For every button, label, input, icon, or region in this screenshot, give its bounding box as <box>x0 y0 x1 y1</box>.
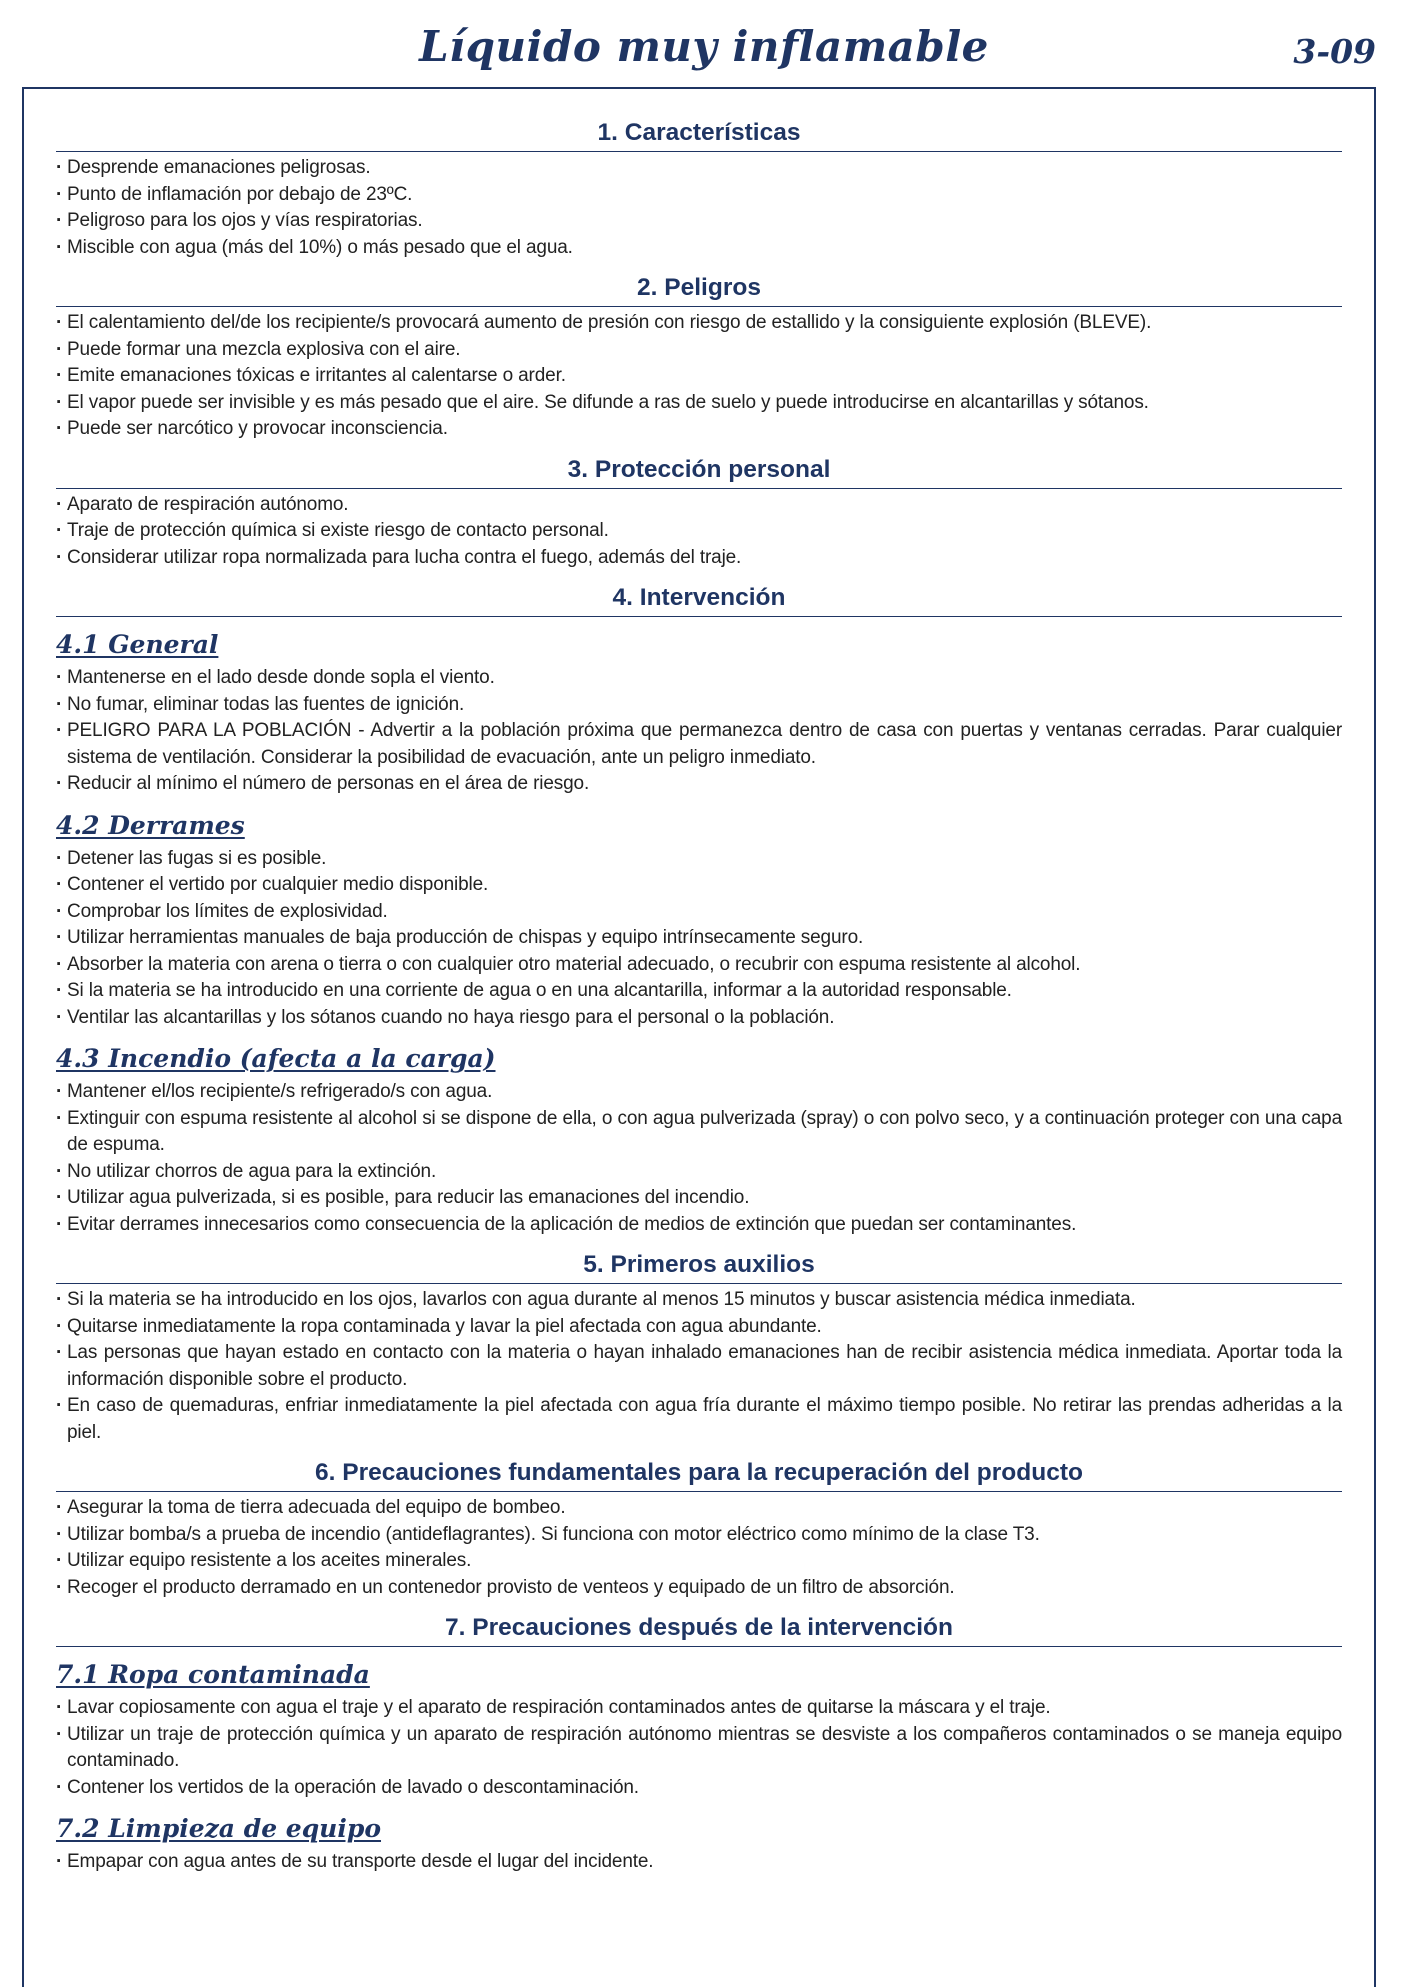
subsection-heading-incendio: 4.3 Incendio (afecta a la carga) <box>56 1044 496 1073</box>
document-title: Líquido muy inflamable <box>419 22 989 71</box>
section-heading: 7. Precauciones después de la intervención <box>56 1613 1342 1647</box>
list-item: · Miscible con agua (más del 10%) o más pesado que el agua. <box>56 235 1342 262</box>
item-list <box>56 846 1342 1032</box>
item-list <box>56 155 1342 261</box>
list-item: · Reducir al mínimo el número de personas en el área de riesgo. <box>56 771 1342 798</box>
list-item: · Las personas que hayan estado en contacto con la materia o hayan inhalado emanaciones han de recibir asistencia médica inmediata. Aportar toda la información disponible sobre el producto. <box>56 1340 1342 1393</box>
list-item: · Traje de protección química si existe riesgo de contacto personal. <box>56 518 1342 545</box>
list-item: · Mantener el/los recipiente/s refrigerado/s con agua. <box>56 1079 1342 1106</box>
list-item: · Evitar derrames innecesarios como consecuencia de la aplicación de medios de extinción que puedan ser contaminantes. <box>56 1212 1342 1239</box>
section-proteccion-personal <box>56 455 1342 572</box>
list-item: · El calentamiento del/de los recipiente/s provocará aumento de presión con riesgo de estallido y la consiguiente explosión (BLEVE). <box>56 310 1342 337</box>
subsection-heading-derrames: 4.2 Derrames <box>56 810 245 840</box>
document-body <box>56 118 1342 1888</box>
list-item: · Puede ser narcótico y provocar inconsciencia. <box>56 416 1342 443</box>
section-heading: 4. Intervención <box>56 583 1342 617</box>
list-item: · Comprobar los límites de explosividad. <box>56 899 1342 926</box>
list-item: · Punto de inflamación por debajo de 23ºC. <box>56 182 1342 209</box>
list-item: · Contener el vertido por cualquier medio disponible. <box>56 872 1342 899</box>
section-heading: 5. Primeros auxilios <box>56 1250 1342 1284</box>
item-list <box>56 492 1342 572</box>
list-item: · Absorber la materia con arena o tierra o con cualquier otro material adecuado, o recubrir con espuma resistente al alcohol. <box>56 952 1342 979</box>
section-heading: 3. Protección personal <box>56 455 1342 489</box>
page-header <box>0 0 1408 84</box>
list-item: · Lavar copiosamente con agua el traje y el aparato de respiración contaminados antes de quitarse la máscara y el traje. <box>56 1695 1342 1722</box>
list-item: · Puede formar una mezcla explosiva con el aire. <box>56 337 1342 364</box>
item-list <box>56 1695 1342 1801</box>
item-list <box>56 1495 1342 1601</box>
section-despues-intervencion <box>56 1613 1342 1876</box>
list-item: · Utilizar bomba/s a prueba de incendio (antideflagrantes). Si funciona con motor eléctrico como mínimo de la clase T3. <box>56 1522 1342 1549</box>
section-heading: 2. Peligros <box>56 273 1342 307</box>
list-item: · Si la materia se ha introducido en una corriente de agua o en una alcantarilla, informar a la autoridad responsable. <box>56 978 1342 1005</box>
list-item: · Si la materia se ha introducido en los ojos, lavarlos con agua durante al menos 15 minutos y buscar asistencia médica inmediata. <box>56 1287 1342 1314</box>
list-item: · Aparato de respiración autónomo. <box>56 492 1342 519</box>
list-item: · Utilizar un traje de protección química y un aparato de respiración autónomo mientras se desviste a los compañeros contaminados o se maneja equipo contaminado. <box>56 1722 1342 1775</box>
subsection-heading-general: 4.1 General <box>56 630 219 659</box>
list-item: · Ventilar las alcantarillas y los sótanos cuando no haya riesgo para el personal o la población. <box>56 1005 1342 1032</box>
list-item: · Emite emanaciones tóxicas e irritantes al calentarse o arder. <box>56 363 1342 390</box>
document-code: 3-09 <box>1293 32 1376 71</box>
list-item: · Considerar utilizar ropa normalizada para lucha contra el fuego, además del traje. <box>56 545 1342 572</box>
item-list <box>56 1079 1342 1238</box>
list-item: · Mantenerse en el lado desde donde sopla el viento. <box>56 665 1342 692</box>
list-item: · En caso de quemaduras, enfriar inmediatamente la piel afectada con agua fría durante el máximo tiempo posible. No retirar las prendas adheridas a la piel. <box>56 1393 1342 1446</box>
list-item: · Desprende emanaciones peligrosas. <box>56 155 1342 182</box>
list-item: · Contener los vertidos de la operación de lavado o descontaminación. <box>56 1775 1342 1802</box>
list-item: · Peligroso para los ojos y vías respiratorias. <box>56 208 1342 235</box>
list-item: · El vapor puede ser invisible y es más pesado que el aire. Se difunde a ras de suelo y puede introducirse en alcantarillas y sótanos. <box>56 390 1342 417</box>
list-item: · Detener las fugas si es posible. <box>56 846 1342 873</box>
section-recuperacion-producto <box>56 1458 1342 1601</box>
section-heading: 1. Características <box>56 118 1342 152</box>
section-caracteristicas <box>56 118 1342 261</box>
list-item: · PELIGRO PARA LA POBLACIÓN - Advertir a la población próxima que permanezca dentro de casa con puertas y ventanas cerradas. Parar cualquier sistema de ventilación. Considerar la posibilidad de evacuación, ante un peligro inmediato. <box>56 718 1342 771</box>
list-item: · Utilizar agua pulverizada, si es posible, para reducir las emanaciones del incendio. <box>56 1185 1342 1212</box>
section-peligros <box>56 273 1342 443</box>
list-item: · Asegurar la toma de tierra adecuada del equipo de bombeo. <box>56 1495 1342 1522</box>
item-list <box>56 1287 1342 1446</box>
section-heading: 6. Precauciones fundamentales para la recuperación del producto <box>56 1458 1342 1492</box>
subsection-heading-limpieza-equipo: 7.2 Limpieza de equipo <box>56 1814 382 1843</box>
list-item: · Extinguir con espuma resistente al alcohol si se dispone de ella, o con agua pulverizada (spray) o con polvo seco, y a continuación proteger con una capa de espuma. <box>56 1106 1342 1159</box>
list-item: · Recoger el producto derramado en un contenedor provisto de venteos y equipado de un filtro de absorción. <box>56 1575 1342 1602</box>
list-item: · No utilizar chorros de agua para la extinción. <box>56 1159 1342 1186</box>
list-item: · Quitarse inmediatamente la ropa contaminada y lavar la piel afectada con agua abundante. <box>56 1314 1342 1341</box>
list-item: · Empapar con agua antes de su transporte desde el lugar del incidente. <box>56 1849 1342 1876</box>
list-item: · No fumar, eliminar todas las fuentes de ignición. <box>56 692 1342 719</box>
subsection-heading-ropa-contaminada: 7.1 Ropa contaminada <box>56 1660 370 1689</box>
section-intervencion <box>56 583 1342 1238</box>
list-item: · Utilizar herramientas manuales de baja producción de chispas y equipo intrínsecamente seguro. <box>56 925 1342 952</box>
item-list <box>56 310 1342 443</box>
list-item: · Utilizar equipo resistente a los aceites minerales. <box>56 1548 1342 1575</box>
item-list <box>56 1849 1342 1876</box>
section-primeros-auxilios <box>56 1250 1342 1446</box>
item-list <box>56 665 1342 798</box>
